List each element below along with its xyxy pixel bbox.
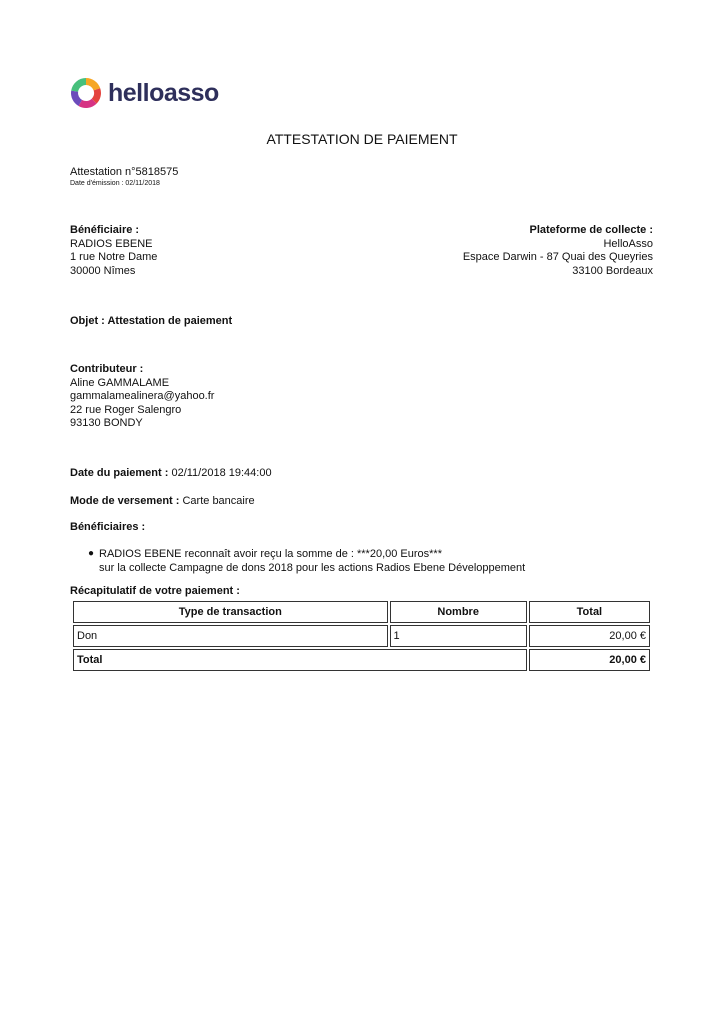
beneficiary-block [70,224,157,278]
payment-date-value: 02/11/2018 19:44:00 [171,467,272,479]
payment-date [70,467,272,479]
summary-heading: Récapitulatif de votre paiement : [70,585,240,597]
beneficiary-city: 30000 Nîmes [70,264,136,277]
object-line: Objet : Attestation de paiement [70,315,233,327]
header-total: Total [529,601,650,623]
contributor-city: 93130 BONDY [70,417,143,429]
total-label: Total [73,649,527,671]
issue-date: Date d'émission : 02/11/2018 [70,180,160,187]
row-type: Don [73,625,388,647]
contributor-heading: Contributeur : [70,363,144,375]
bullet-icon: ● [88,548,95,559]
payment-mode [70,495,255,507]
page-title: ATTESTATION DE PAIEMENT [266,131,458,147]
beneficiaries-line-2: sur la collecte Campagne de dons 2018 pour les actions Radios Ebene Développement [99,562,526,574]
beneficiary-name: RADIOS EBENE [70,237,153,250]
table-header-row [73,601,650,623]
payment-date-label: Date du paiement : [70,467,169,479]
beneficiary-street: 1 rue Notre Dame [70,251,158,263]
payment-mode-label: Mode de versement : [70,495,180,507]
row-count: 1 [390,625,527,647]
beneficiary-heading: Bénéficiaire : [70,224,140,236]
platform-city: 33100 Bordeaux [572,264,653,277]
total-value: 20,00 € [529,649,650,671]
contributor-street: 22 rue Roger Salengro [70,403,182,416]
table-row [73,625,650,647]
helloasso-logo-icon [69,76,103,110]
contributor-block [70,363,214,431]
helloasso-logo [69,76,219,110]
platform-street: Espace Darwin - 87 Quai des Queyries [462,251,653,263]
row-total: 20,00 € [529,625,650,647]
contributor-email: gammalamealinera@yahoo.fr [70,390,215,402]
table-total-row [73,649,650,671]
beneficiaries-list-item [88,547,525,575]
header-type: Type de transaction [73,601,388,623]
payment-summary-table [71,599,652,673]
platform-heading: Plateforme de collecte : [529,224,653,236]
beneficiaries-heading: Bénéficiaires : [70,521,146,533]
attestation-number: Attestation n°5818575 [70,166,179,178]
payment-mode-value: Carte bancaire [182,495,255,507]
platform-name: HelloAsso [603,237,653,250]
platform-block [463,224,653,278]
beneficiaries-line-1: RADIOS EBENE reconnaît avoir reçu la somme de : ***20,00 Euros*** [99,548,442,560]
logo-wordmark: helloasso [108,78,219,107]
contributor-name: Aline GAMMALAME [70,376,170,389]
header-count: Nombre [390,601,527,623]
